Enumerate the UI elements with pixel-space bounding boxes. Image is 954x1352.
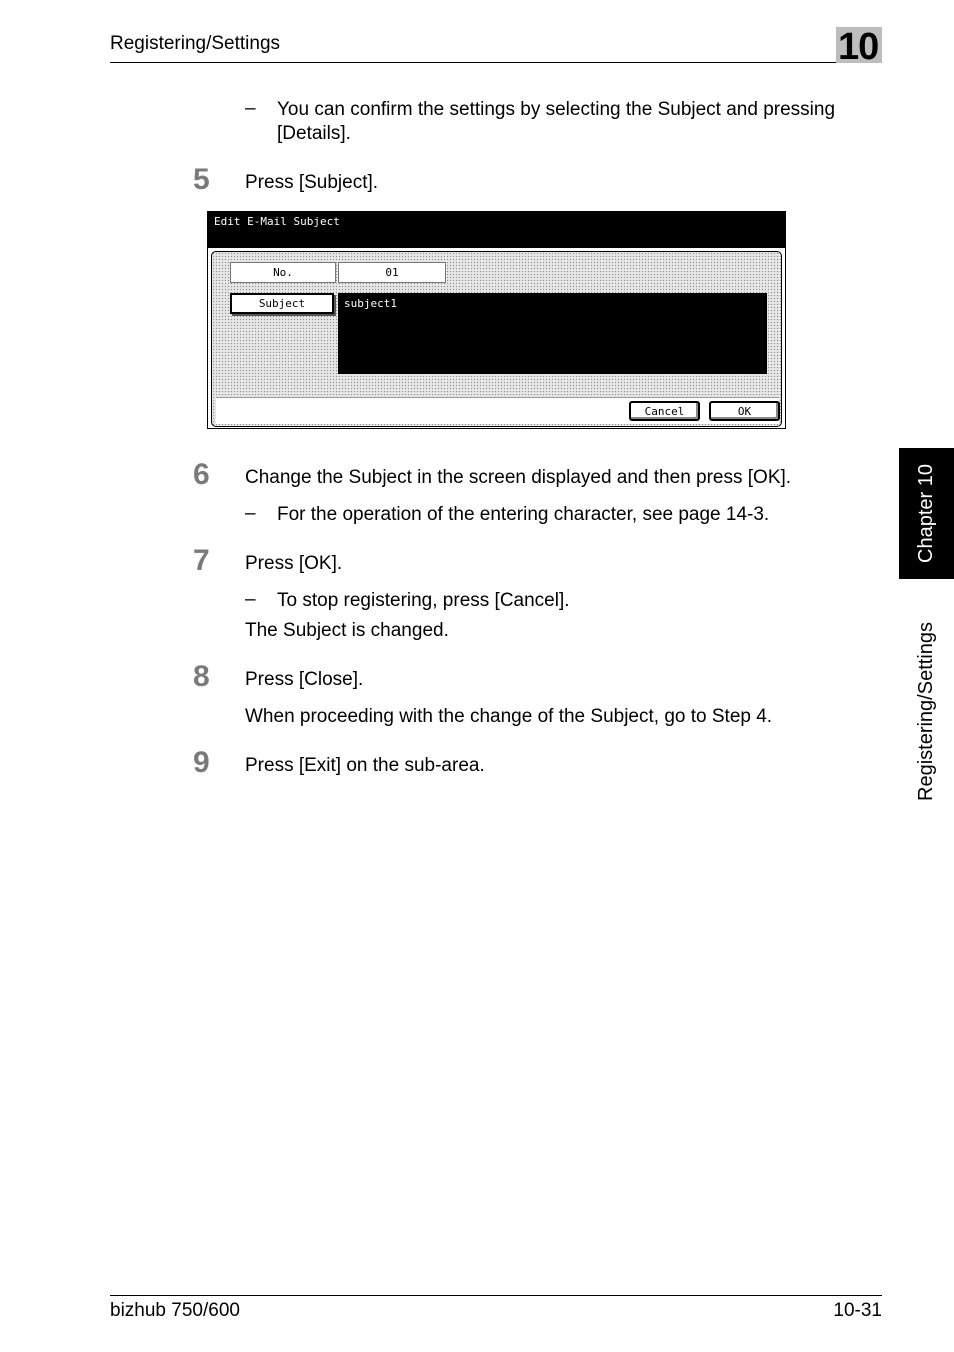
section-side-label-wrap	[899, 596, 954, 826]
screen-title: Edit E-Mail Subject	[214, 215, 340, 228]
chapter-side-label: Chapter 10	[915, 464, 937, 563]
step-5-text: Press [Subject].	[245, 172, 379, 193]
step-6-note: For the operation of the entering character, see page 14-3.	[277, 504, 770, 525]
step-9-text: Press [Exit] on the sub-area.	[245, 755, 485, 776]
chapter-side-label-wrap	[899, 448, 954, 579]
step-7-result: The Subject is changed.	[245, 620, 449, 641]
ok-button[interactable]: OK	[709, 401, 780, 421]
step-7-dash: –	[245, 589, 256, 610]
step-7-number: 7	[193, 544, 210, 577]
step-8-number: 8	[193, 660, 210, 693]
header-rule	[110, 62, 882, 63]
subject-value-box[interactable]: subject1	[338, 293, 767, 374]
chapter-number: 10	[838, 26, 879, 68]
step-9-number: 9	[193, 746, 210, 779]
step-8-result: When proceeding with the change of the Subject, go to Step 4.	[245, 706, 773, 727]
running-header-title: Registering/Settings	[110, 33, 281, 54]
step-6-dash: –	[245, 503, 256, 524]
step-5-number: 5	[193, 163, 210, 196]
subject-button[interactable]: Subject	[230, 293, 334, 314]
step-8-text: Press [Close].	[245, 669, 364, 690]
footer-rule	[110, 1295, 882, 1296]
footer-page-number: 10-31	[833, 1300, 882, 1321]
intro-note: You can confirm the settings by selecting the Subject and pressing [Details].	[277, 99, 836, 144]
step-6-number: 6	[193, 458, 210, 491]
no-label: No.	[230, 262, 336, 283]
step-7-text: Press [OK].	[245, 553, 343, 574]
edit-email-subject-screen	[207, 211, 786, 429]
intro-dash: –	[245, 98, 256, 119]
step-7-note: To stop registering, press [Cancel].	[277, 590, 570, 611]
footer-model: bizhub 750/600	[110, 1300, 240, 1321]
screen-panel	[211, 251, 782, 427]
no-value: 01	[338, 262, 446, 283]
section-side-label: Registering/Settings	[915, 621, 938, 801]
step-6-text: Change the Subject in the screen displayed and then press [OK].	[245, 467, 792, 488]
cancel-button[interactable]: Cancel	[629, 401, 700, 421]
